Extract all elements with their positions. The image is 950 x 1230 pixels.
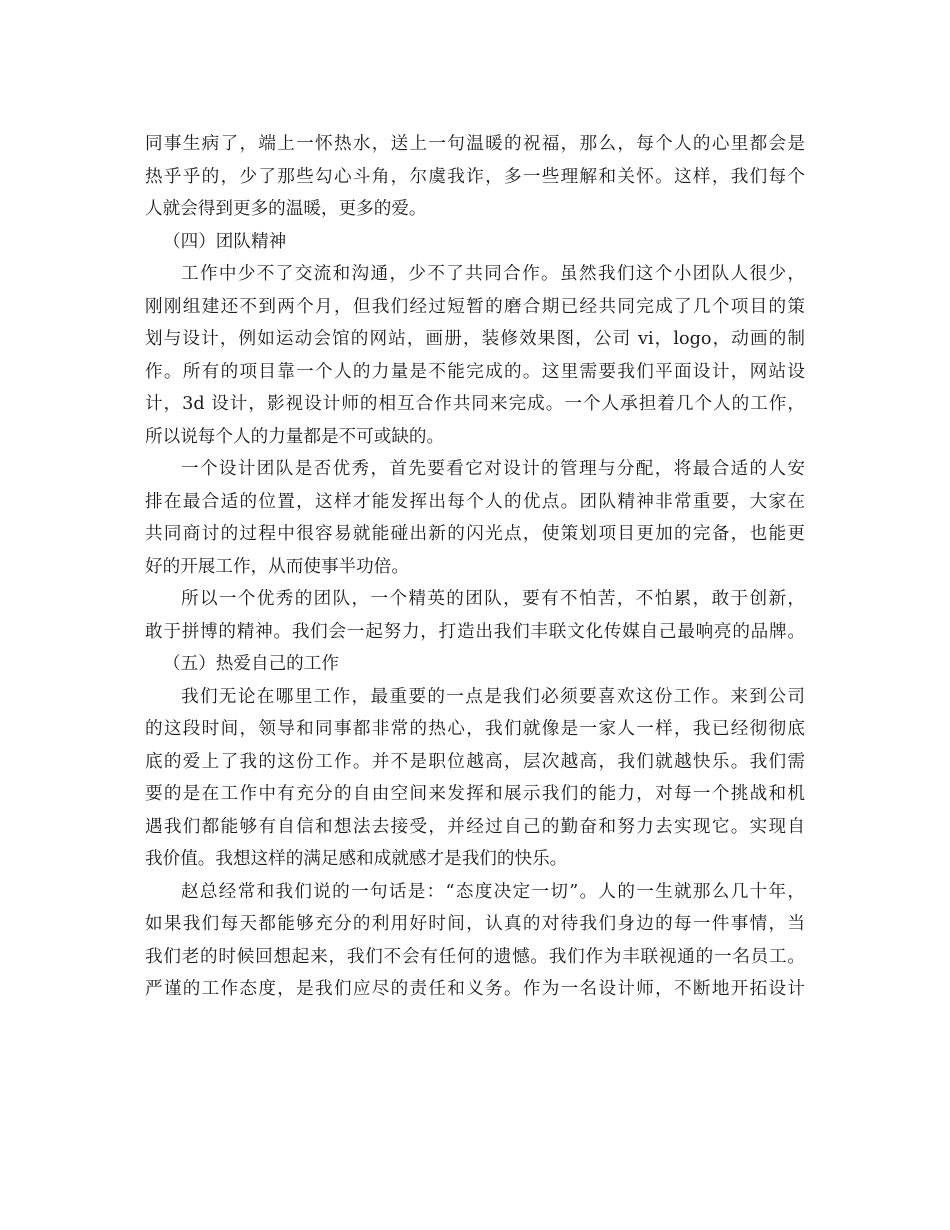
text-line: 热乎乎的，少了那些勾心斗角，尔虞我诈，多一些理解和关怀。这样，我们每个: [145, 166, 805, 187]
text-line: 如果我们每天都能够充分的利用好时间，认真的对待我们身边的每一件事情，当: [145, 914, 805, 934]
text-line: 刚刚组建还不到两个月，但我们经过短暂的磨合期已经共同完成了几个项目的策: [145, 296, 805, 317]
text-line: 所以说每个人的力量都是不可或缺的。: [145, 426, 445, 447]
text-line: 赵总经常和我们说的一句话是：“态度决定一切”。人的一生就那么几十年，: [181, 881, 805, 902]
text-line: 敢于拼博的精神。我们会一起努力，打造出我们丰联文化传媒自己最响亮的品牌。: [145, 621, 805, 642]
text-line: 我们无论在哪里工作，最重要的一点是我们必须要喜欢这份工作。来到公司: [181, 686, 805, 707]
text-line: 人就会得到更多的温暖，更多的爱。: [145, 199, 427, 219]
text-line: 我们老的时候回想起来，我们不会有任何的遗憾。我们作为丰联视通的一名员工。: [145, 946, 805, 967]
text-line: 所以一个优秀的团队，一个精英的团队，要有不怕苦，不怕累，敢于创新，: [181, 589, 805, 609]
text-line: 划与设计，例如运动会馆的网站，画册，装修效果图，公司 vi，logo，动画的制: [145, 329, 805, 349]
text-line: 好的开展工作，从而使事半功倍。: [145, 556, 409, 577]
text-line: 的这段时间，领导和同事都非常的热心，我们就像是一家人一样，我已经彻彻底: [145, 719, 805, 739]
text-line: 作。所有的项目靠一个人的力量是不能完成的。这里需要我们平面设计，网站设: [145, 361, 805, 382]
text-line: 遇我们都能够有自信和想法去接受，并经过自己的勤奋和努力去实现它。实现自: [145, 816, 805, 837]
text-line: 计，3d 设计，影视设计师的相互合作共同来完成。一个人承担着几个人的工作，: [145, 394, 805, 414]
section-heading-4: （四）团队精神: [163, 231, 287, 252]
text-line: 底的爱上了我的这份工作。并不是职位越高，层次越高，我们就越快乐。我们需: [145, 751, 805, 772]
document-body: [145, 128, 805, 1006]
text-line: 同事生病了，端上一怀热水，送上一句温暖的祝福，那么，每个人的心里都会是: [145, 134, 805, 154]
text-line: 排在最合适的位置，这样才能发挥出每个人的优点。团队精神非常重要，大家在: [145, 491, 805, 512]
text-line: 一个设计团队是否优秀，首先要看它对设计的管理与分配，将最合适的人安: [181, 459, 805, 479]
text-line: 共同商讨的过程中很容易就能碰出新的闪光点，使策划项目更加的完备，也能更: [145, 524, 805, 544]
text-line: 要的是在工作中有充分的自由空间来发挥和展示我们的能力，对每一个挑战和机: [145, 784, 805, 804]
text-line: 严谨的工作态度，是我们应尽的责任和义务。作为一名设计师，不断地开拓设计: [145, 979, 805, 999]
section-heading-5: （五）热爱自己的工作: [163, 654, 339, 674]
text-line: 工作中少不了交流和沟通，少不了共同合作。虽然我们这个小团队人很少，: [181, 264, 805, 284]
text-line: 我价值。我想这样的满足感和成就感才是我们的快乐。: [145, 849, 568, 869]
